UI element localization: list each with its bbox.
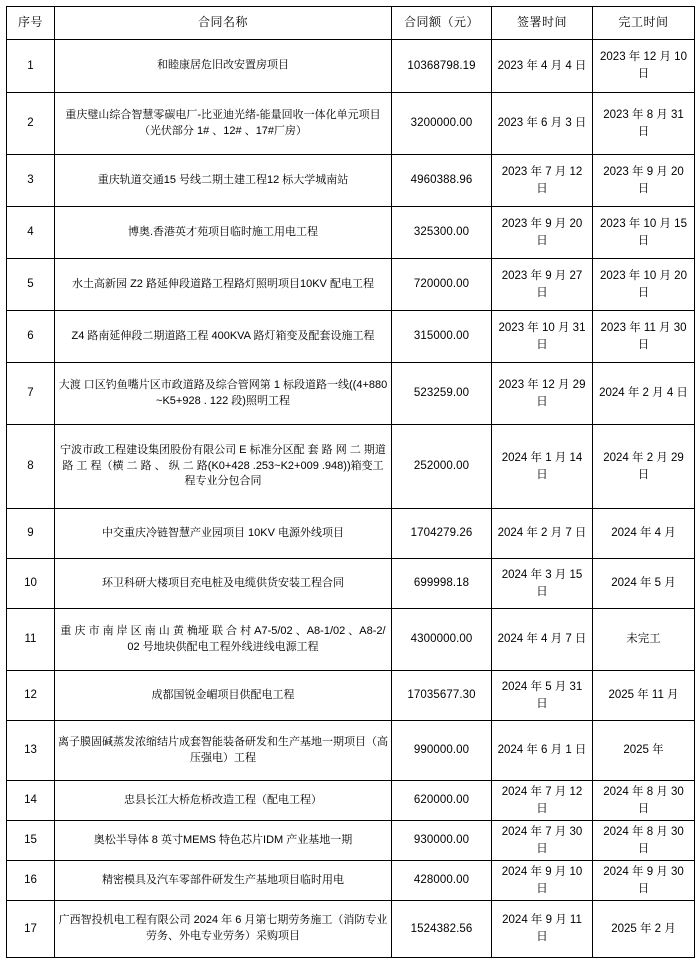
table-row [7, 559, 695, 609]
cell-seq: 8 [7, 425, 55, 509]
cell-contract-name: 和睦康居危旧改安置房项目 [55, 40, 392, 93]
cell-contract-name: 广西智投机电工程有限公司 2024 年 6 月第七期劳务施工（消防专业劳务、外电专业劳务）采购项目 [55, 901, 392, 958]
cell-sign-date: 2024 年 7 月 30 日 [492, 821, 593, 861]
cell-contract-name: 重庆璧山综合智慧零碳电厂-比亚迪光绪-能量回收一体化单元项目（光伏部分 1# 、12# 、17#厂房） [55, 93, 392, 155]
cell-amount: 4300000.00 [392, 609, 492, 671]
cell-finish-date: 2024 年 4 月 [593, 509, 695, 559]
cell-amount: 720000.00 [392, 259, 492, 311]
column-header-seq: 序号 [7, 7, 55, 40]
cell-contract-name: Z4 路南延伸段二期道路工程 400KVA 路灯箱变及配套设施工程 [55, 311, 392, 363]
cell-sign-date: 2024 年 6 月 1 日 [492, 721, 593, 781]
cell-amount: 523259.00 [392, 363, 492, 425]
cell-contract-name: 奥松半导体 8 英寸MEMS 特色芯片IDM 产业基地一期 [55, 821, 392, 861]
table-row [7, 901, 695, 958]
table-row [7, 425, 695, 509]
table-row [7, 781, 695, 821]
table-row [7, 93, 695, 155]
cell-amount: 1524382.56 [392, 901, 492, 958]
cell-sign-date: 2023 年 12 月 29 日 [492, 363, 593, 425]
cell-amount: 1704279.26 [392, 509, 492, 559]
cell-sign-date: 2024 年 5 月 31 日 [492, 671, 593, 721]
cell-sign-date: 2024 年 1 月 14 日 [492, 425, 593, 509]
cell-seq: 17 [7, 901, 55, 958]
cell-seq: 6 [7, 311, 55, 363]
cell-seq: 12 [7, 671, 55, 721]
cell-seq: 3 [7, 155, 55, 207]
cell-finish-date: 2024 年 9 月 30 日 [593, 861, 695, 901]
column-header-sign-date: 签署时间 [492, 7, 593, 40]
table-row [7, 363, 695, 425]
cell-amount: 10368798.19 [392, 40, 492, 93]
cell-finish-date: 2025 年 [593, 721, 695, 781]
cell-seq: 1 [7, 40, 55, 93]
cell-amount: 699998.18 [392, 559, 492, 609]
cell-seq: 4 [7, 207, 55, 259]
table-row [7, 861, 695, 901]
cell-contract-name: 成都国锐金嵋项目供配电工程 [55, 671, 392, 721]
table-row [7, 671, 695, 721]
cell-sign-date: 2024 年 9 月 10 日 [492, 861, 593, 901]
cell-seq: 10 [7, 559, 55, 609]
cell-finish-date: 未完工 [593, 609, 695, 671]
cell-finish-date: 2025 年 11 月 [593, 671, 695, 721]
cell-seq: 16 [7, 861, 55, 901]
cell-sign-date: 2023 年 9 月 20 日 [492, 207, 593, 259]
table-header [7, 7, 695, 40]
cell-finish-date: 2025 年 2 月 [593, 901, 695, 958]
cell-sign-date: 2024 年 3 月 15 日 [492, 559, 593, 609]
cell-finish-date: 2023 年 11 月 30 日 [593, 311, 695, 363]
cell-contract-name: 重 庆 市 南 岸 区 南 山 黄 桷垭 联 合 村 A7-5/02 、A8-1/02 、A8-2/02 号地块供配电工程外线进线电源工程 [55, 609, 392, 671]
cell-amount: 428000.00 [392, 861, 492, 901]
table-row [7, 155, 695, 207]
cell-amount: 930000.00 [392, 821, 492, 861]
cell-contract-name: 重庆轨道交通15 号线二期土建工程12 标大学城南站 [55, 155, 392, 207]
cell-seq: 13 [7, 721, 55, 781]
cell-contract-name: 中交重庆冷链智慧产业园项目 10KV 电源外线项目 [55, 509, 392, 559]
cell-seq: 15 [7, 821, 55, 861]
cell-finish-date: 2023 年 9 月 20 日 [593, 155, 695, 207]
cell-finish-date: 2024 年 8 月 30 日 [593, 781, 695, 821]
table-row [7, 509, 695, 559]
cell-amount: 3200000.00 [392, 93, 492, 155]
cell-seq: 9 [7, 509, 55, 559]
table-row [7, 721, 695, 781]
table-header-row [7, 7, 695, 40]
cell-sign-date: 2023 年 7 月 12 日 [492, 155, 593, 207]
cell-contract-name: 宁波市政工程建设集团股份有限公司 E 标准分区配 套 路 网 二 期道 路 工 程（横 二 路 、 纵 二 路(K0+428 .253~K2+009 .948))箱变工程专业分包合同 [55, 425, 392, 509]
cell-amount: 990000.00 [392, 721, 492, 781]
cell-sign-date: 2024 年 9 月 11 日 [492, 901, 593, 958]
table-row [7, 207, 695, 259]
cell-seq: 2 [7, 93, 55, 155]
cell-amount: 252000.00 [392, 425, 492, 509]
cell-finish-date: 2023 年 12 月 10 日 [593, 40, 695, 93]
cell-contract-name: 环卫科研大楼项目充电桩及电缆供货安装工程合同 [55, 559, 392, 609]
table-row [7, 259, 695, 311]
column-header-amount: 合同额（元） [392, 7, 492, 40]
cell-finish-date: 2024 年 5 月 [593, 559, 695, 609]
cell-amount: 4960388.96 [392, 155, 492, 207]
cell-sign-date: 2024 年 4 月 7 日 [492, 609, 593, 671]
contract-table [6, 6, 695, 958]
table-body [7, 40, 695, 958]
cell-sign-date: 2023 年 4 月 4 日 [492, 40, 593, 93]
cell-finish-date: 2023 年 10 月 20 日 [593, 259, 695, 311]
cell-contract-name: 水土高新园 Z2 路延伸段道路工程路灯照明项目10KV 配电工程 [55, 259, 392, 311]
cell-finish-date: 2024 年 2 月 29 日 [593, 425, 695, 509]
cell-sign-date: 2024 年 7 月 12 日 [492, 781, 593, 821]
cell-amount: 315000.00 [392, 311, 492, 363]
table-row [7, 821, 695, 861]
table-row [7, 40, 695, 93]
cell-finish-date: 2024 年 8 月 30 日 [593, 821, 695, 861]
cell-finish-date: 2023 年 8 月 31 日 [593, 93, 695, 155]
cell-contract-name: 大渡 口区钓鱼嘴片区市政道路及综合管网第 1 标段道路一线((4+880~K5+928 . 122 段)照明工程 [55, 363, 392, 425]
cell-finish-date: 2023 年 10 月 15 日 [593, 207, 695, 259]
cell-sign-date: 2023 年 10 月 31 日 [492, 311, 593, 363]
cell-seq: 11 [7, 609, 55, 671]
cell-seq: 5 [7, 259, 55, 311]
cell-sign-date: 2023 年 6 月 3 日 [492, 93, 593, 155]
cell-finish-date: 2024 年 2 月 4 日 [593, 363, 695, 425]
cell-amount: 17035677.30 [392, 671, 492, 721]
cell-amount: 620000.00 [392, 781, 492, 821]
cell-seq: 14 [7, 781, 55, 821]
column-header-finish-date: 完工时间 [593, 7, 695, 40]
cell-sign-date: 2023 年 9 月 27 日 [492, 259, 593, 311]
cell-contract-name: 离子膜固碱蒸发浓缩结片成套智能装备研发和生产基地一期项目（高压强电）工程 [55, 721, 392, 781]
cell-contract-name: 忠县长江大桥危桥改造工程（配电工程） [55, 781, 392, 821]
table-row [7, 609, 695, 671]
column-header-name: 合同名称 [55, 7, 392, 40]
table-row [7, 311, 695, 363]
cell-sign-date: 2024 年 2 月 7 日 [492, 509, 593, 559]
cell-contract-name: 精密模具及汽车零部件研发生产基地项目临时用电 [55, 861, 392, 901]
cell-seq: 7 [7, 363, 55, 425]
cell-amount: 325300.00 [392, 207, 492, 259]
cell-contract-name: 博奥.香港英才苑项目临时施工用电工程 [55, 207, 392, 259]
